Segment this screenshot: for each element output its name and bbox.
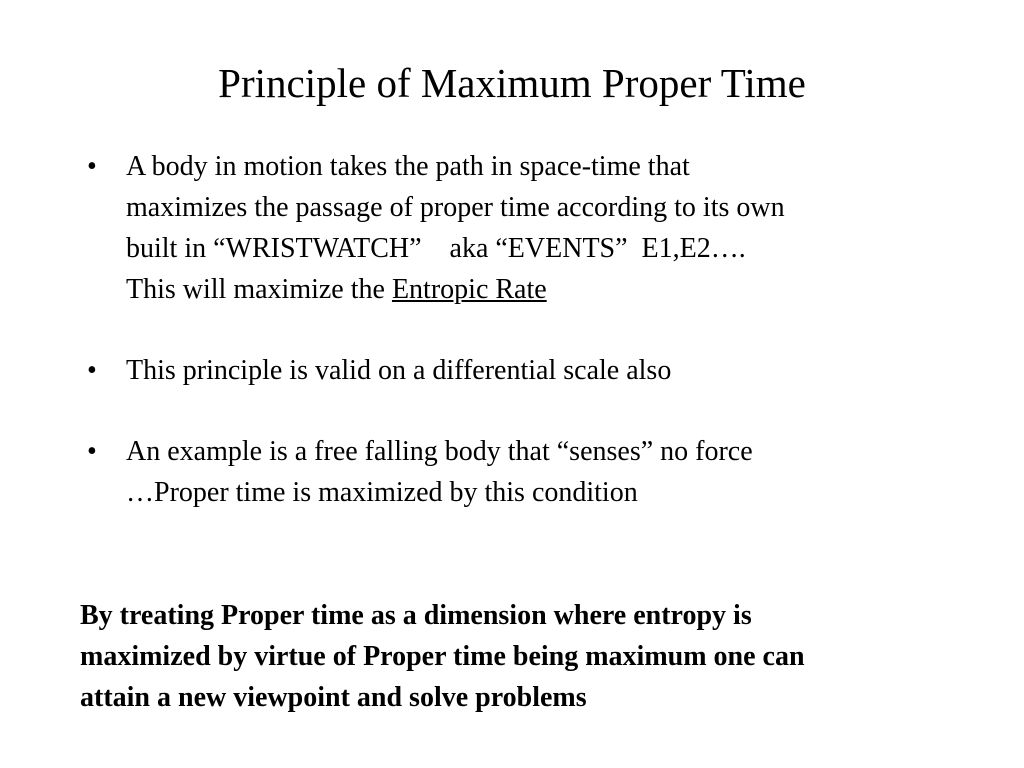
bullet-item-differential-scale (80, 350, 960, 391)
conclusion-line: attain a new viewpoint and solve problems (80, 682, 587, 713)
bullet-line (126, 269, 960, 310)
bullet-line: maximizes the passage of proper time according to its own (126, 192, 785, 223)
slide-title: Principle of Maximum Proper Time (218, 60, 806, 106)
bullet-item-proper-time-path (80, 146, 960, 310)
bullet-line-prefix: This will maximize the (126, 274, 392, 305)
bullet-line: built in “WRISTWATCH” aka “EVENTS” E1,E2…. (126, 233, 746, 264)
entropic-rate-link[interactable]: Entropic Rate (391, 274, 547, 305)
bullet-line: A body in motion takes the path in space-time that (126, 151, 690, 182)
bullet-list (80, 146, 960, 513)
bullet-icon: • (87, 436, 97, 467)
bullet-line: …Proper time is maximized by this condition (126, 477, 638, 508)
bullet-line: An example is a free falling body that “senses” no force (126, 436, 753, 467)
conclusion-text (80, 595, 980, 718)
bullet-icon: • (87, 355, 97, 386)
bullet-line: This principle is valid on a differential scale also (126, 355, 672, 386)
bullet-icon: • (87, 151, 97, 182)
conclusion-line: maximized by virtue of Proper time being maximum one can (80, 641, 805, 672)
bullet-item-free-fall-example (80, 431, 960, 513)
conclusion-line: By treating Proper time as a dimension where entropy is (80, 600, 752, 631)
